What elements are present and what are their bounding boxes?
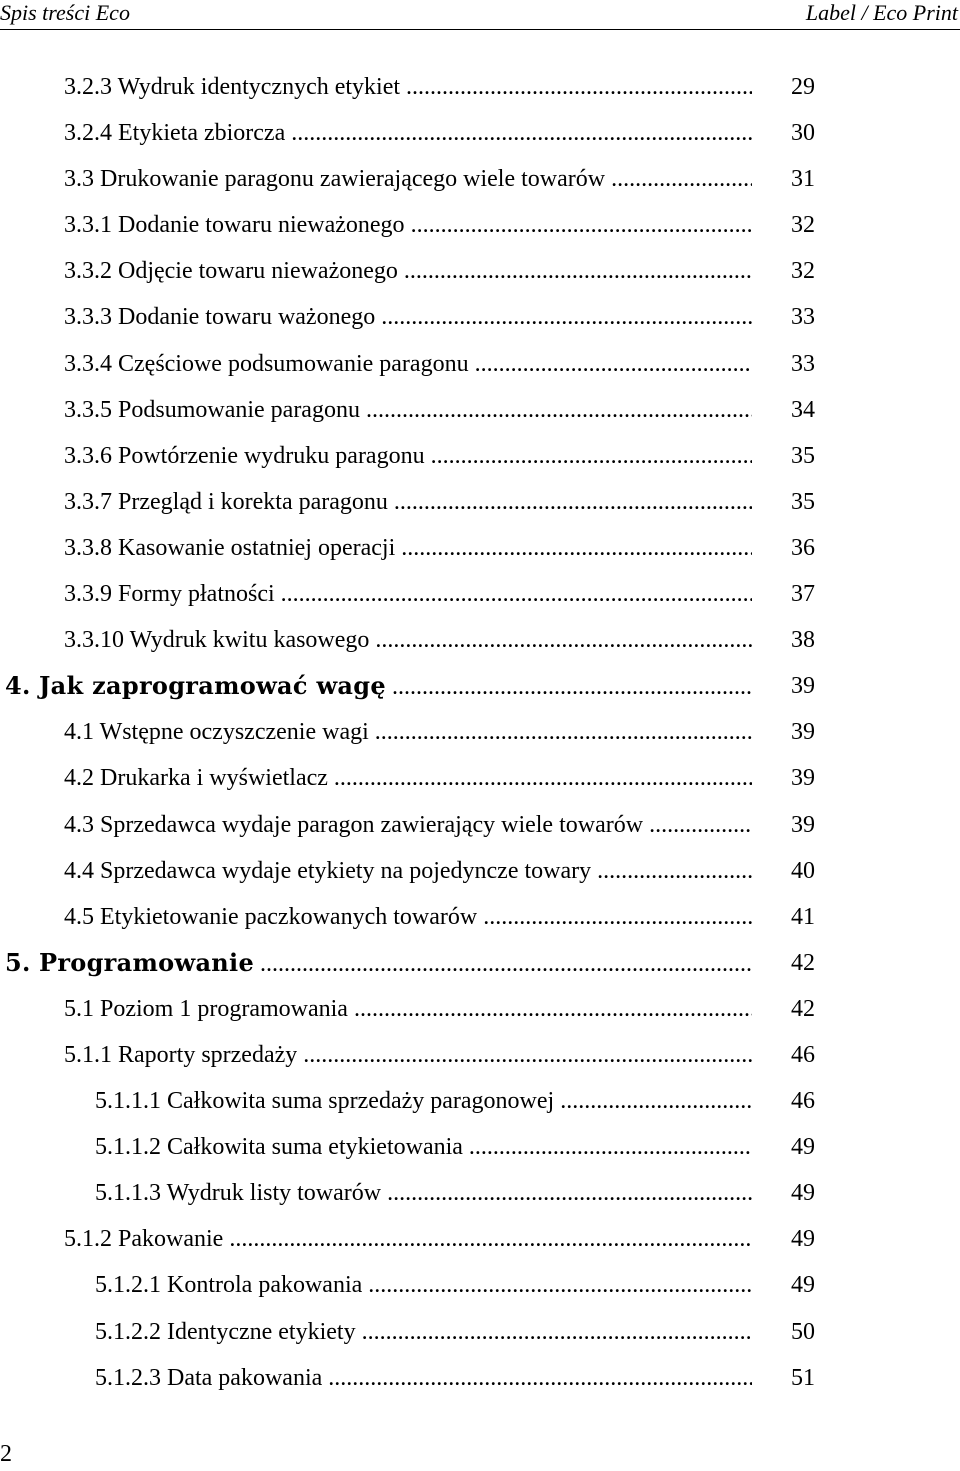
toc-entry-label: 3.2.4 Etykieta zbiorcza xyxy=(64,120,286,147)
toc-page-number: 49 xyxy=(791,1226,815,1253)
toc-dot-leader xyxy=(303,1032,752,1078)
toc-page-number: 39 xyxy=(791,719,815,746)
toc-entry-label: 5.1.2.1 Kontrola pakowania xyxy=(95,1272,363,1299)
toc-entry[interactable] xyxy=(0,755,960,801)
toc-entry-text xyxy=(95,1124,752,1170)
toc-chapter-number: 4. xyxy=(5,671,31,701)
toc-page-number: 32 xyxy=(791,258,815,285)
toc-page-number: 51 xyxy=(791,1364,815,1391)
toc-entry-text xyxy=(64,64,752,110)
toc-entry[interactable] xyxy=(0,202,960,248)
toc-page-number: 31 xyxy=(791,166,815,193)
toc-entry[interactable] xyxy=(0,1262,960,1308)
toc-dot-leader xyxy=(229,1216,752,1262)
toc-entry-label: 3.2.3 Wydruk identycznych etykiet xyxy=(64,74,401,100)
toc-entry-label xyxy=(5,940,254,986)
toc-entry-label xyxy=(5,663,386,709)
toc-entry-text xyxy=(64,341,752,387)
toc-dot-leader xyxy=(404,248,752,294)
toc-page-number: 46 xyxy=(791,1041,815,1068)
toc-entry-label: 3.3.5 Podsumowanie paragonu xyxy=(64,396,360,423)
toc-entry[interactable] xyxy=(0,802,960,848)
toc-entry[interactable] xyxy=(0,294,960,340)
toc-page-number: 39 xyxy=(791,673,815,700)
toc-entry-text xyxy=(95,1170,752,1216)
toc-page-number: 39 xyxy=(791,811,815,838)
toc-page-number: 35 xyxy=(791,442,815,469)
toc-entry-label: 5.1.1 Raporty sprzedaży xyxy=(64,1041,298,1068)
toc-page-number: 40 xyxy=(791,857,815,884)
toc-entry-label: 3.3.10 Wydruk kwitu kasowego xyxy=(64,627,370,654)
toc-entry-text xyxy=(64,709,752,755)
toc-entry[interactable] xyxy=(0,617,960,663)
toc-entry-label: 3.3.3 Dodanie towaru ważonego xyxy=(64,304,376,331)
toc-entry-label: 4.1 Wstępne oczyszczenie wagi xyxy=(64,719,369,746)
toc-entry-text xyxy=(64,894,752,940)
running-header-left: Spis treści Eco xyxy=(0,0,130,25)
toc-chapter-title: Programowanie xyxy=(39,947,255,977)
toc-entry-label: 4.3 Sprzedawca wydaje paragon zawierający wiele towarów xyxy=(64,811,644,838)
toc-entry[interactable] xyxy=(0,1124,960,1170)
toc-entry[interactable] xyxy=(0,894,960,940)
toc-dot-leader xyxy=(354,986,752,1032)
toc-page-number: 46 xyxy=(791,1088,815,1115)
toc-dot-leader xyxy=(611,156,752,202)
toc-dot-leader xyxy=(281,571,752,617)
toc-page-number: 33 xyxy=(791,304,815,331)
toc-entry-label: 5.1.1.1 Całkowita suma sprzedaży paragonowej xyxy=(95,1088,555,1115)
toc-page-number: 41 xyxy=(791,903,815,930)
toc-entry-label: 3.3.8 Kasowanie ostatniej operacji xyxy=(64,534,396,561)
toc-entry[interactable] xyxy=(0,433,960,479)
toc-entry-label: 3.3.6 Powtórzenie wydruku paragonu xyxy=(64,442,425,469)
toc-entry-text xyxy=(64,986,752,1032)
toc-dot-leader xyxy=(411,202,752,248)
toc-entry-text xyxy=(95,1309,752,1355)
toc-entry-text xyxy=(64,848,752,894)
toc-page-number: 32 xyxy=(791,212,815,239)
toc-page-number: 39 xyxy=(791,765,815,792)
toc-entry-text xyxy=(64,433,752,479)
toc-dot-leader xyxy=(375,617,752,663)
toc-page-number: 42 xyxy=(791,949,815,976)
toc-dot-leader xyxy=(291,110,752,156)
toc-entry-text xyxy=(64,479,752,525)
toc-dot-leader xyxy=(597,848,752,894)
toc-entry-text xyxy=(64,110,752,156)
toc-entry[interactable] xyxy=(0,479,960,525)
toc-entry-text xyxy=(95,1262,752,1308)
toc-entry[interactable] xyxy=(0,940,960,986)
toc-entry-text xyxy=(64,525,752,571)
running-header-right: Label / Eco Print xyxy=(805,0,958,25)
toc-entry-label: 3.3.7 Przegląd i korekta paragonu xyxy=(64,488,388,515)
toc-dot-leader xyxy=(475,341,752,387)
page-number: 2 xyxy=(0,1441,12,1467)
toc-entry-text xyxy=(64,156,752,202)
toc-entry[interactable] xyxy=(0,248,960,294)
toc-dot-leader xyxy=(366,387,752,433)
toc-page-number: 49 xyxy=(791,1272,815,1299)
toc-entry[interactable] xyxy=(0,341,960,387)
toc-entry[interactable] xyxy=(0,663,960,709)
toc-page-number: 49 xyxy=(791,1180,815,1207)
toc-entry-label: 3.3.1 Dodanie towaru nieważonego xyxy=(64,212,405,239)
toc-entry[interactable] xyxy=(0,1309,960,1355)
toc-entry[interactable] xyxy=(0,1216,960,1262)
toc-dot-leader xyxy=(406,64,752,110)
toc-entry[interactable] xyxy=(0,709,960,755)
toc-entry-label: 5.1.2 Pakowanie xyxy=(64,1226,224,1253)
toc-entry-label: 5.1.1.3 Wydruk listy towarów xyxy=(95,1180,382,1207)
toc-entry[interactable] xyxy=(0,387,960,433)
toc-entry-label: 5.1 Poziom 1 programowania xyxy=(64,995,348,1022)
table-of-contents xyxy=(0,64,960,1401)
toc-entry-text xyxy=(5,940,752,986)
toc-dot-leader xyxy=(334,755,752,801)
toc-page-number: 34 xyxy=(791,396,815,423)
toc-entry[interactable] xyxy=(0,525,960,571)
toc-entry-text xyxy=(64,202,752,248)
toc-entry-label: 4.5 Etykietowanie paczkowanych towarów xyxy=(64,903,478,930)
toc-entry[interactable] xyxy=(0,571,960,617)
toc-entry[interactable] xyxy=(0,110,960,156)
toc-entry-text xyxy=(64,1216,752,1262)
toc-entry[interactable] xyxy=(0,1355,960,1401)
toc-entry[interactable] xyxy=(0,1032,960,1078)
toc-entry-text xyxy=(64,387,752,433)
toc-dot-leader xyxy=(431,433,752,479)
toc-dot-leader xyxy=(469,1124,752,1170)
toc-page-number: 50 xyxy=(791,1318,815,1345)
toc-page-number: 49 xyxy=(791,1134,815,1161)
toc-entry-label: 3.3.4 Częściowe podsumowanie paragonu xyxy=(64,350,469,377)
toc-chapter-number: 5. xyxy=(5,947,31,977)
toc-page-number: 35 xyxy=(791,488,815,515)
toc-dot-leader xyxy=(483,894,752,940)
toc-entry-label: 3.3.2 Odjęcie towaru nieważonego xyxy=(64,258,398,285)
toc-dot-leader xyxy=(381,294,752,340)
toc-dot-leader xyxy=(649,802,752,848)
toc-dot-leader xyxy=(394,479,752,525)
toc-page-number: 33 xyxy=(791,350,815,377)
toc-entry-text xyxy=(64,1032,752,1078)
toc-page-number: 38 xyxy=(791,627,815,654)
toc-entry-label: 5.1.2.3 Data pakowania xyxy=(95,1364,323,1391)
toc-entry[interactable] xyxy=(0,1170,960,1216)
toc-entry-text xyxy=(64,617,752,663)
toc-dot-leader xyxy=(328,1355,752,1401)
toc-dot-leader xyxy=(401,525,752,571)
toc-dot-leader xyxy=(260,941,752,987)
toc-dot-leader xyxy=(362,1309,752,1355)
toc-entry-text xyxy=(64,802,752,848)
toc-entry[interactable] xyxy=(0,156,960,202)
toc-page-number: 42 xyxy=(791,995,815,1022)
toc-entry[interactable] xyxy=(0,986,960,1032)
toc-dot-leader xyxy=(368,1262,752,1308)
toc-entry-text xyxy=(64,571,752,617)
toc-dot-leader xyxy=(387,1170,752,1216)
toc-entry-label: 3.3 Drukowanie paragonu zawierającego wiele towarów xyxy=(64,166,606,193)
toc-entry-text xyxy=(64,248,752,294)
toc-entry-text xyxy=(95,1078,752,1124)
toc-page-number: 29 xyxy=(791,74,815,100)
toc-entry[interactable] xyxy=(0,1078,960,1124)
toc-page-number: 37 xyxy=(791,581,815,608)
toc-entry-text xyxy=(5,663,752,709)
toc-entry-text xyxy=(64,755,752,801)
toc-page-number: 36 xyxy=(791,534,815,561)
toc-entry-text xyxy=(64,294,752,340)
toc-entry[interactable] xyxy=(0,848,960,894)
toc-entry-text xyxy=(95,1355,752,1401)
toc-entry-label: 3.3.9 Formy płatności xyxy=(64,581,275,608)
toc-entry-label: 4.4 Sprzedawca wydaje etykiety na pojedyncze towary xyxy=(64,857,592,884)
toc-entry[interactable] xyxy=(0,64,960,110)
toc-entry-label: 5.1.1.2 Całkowita suma etykietowania xyxy=(95,1134,463,1161)
toc-dot-leader xyxy=(392,664,752,710)
header-rule xyxy=(0,29,960,30)
toc-dot-leader xyxy=(560,1078,752,1124)
toc-chapter-title: Jak zaprogramować wagę xyxy=(39,671,386,701)
toc-entry-label: 4.2 Drukarka i wyświetlacz xyxy=(64,765,328,792)
toc-dot-leader xyxy=(375,709,752,755)
toc-entry-label: 5.1.2.2 Identyczne etykiety xyxy=(95,1318,356,1345)
toc-page-number: 30 xyxy=(791,120,815,147)
